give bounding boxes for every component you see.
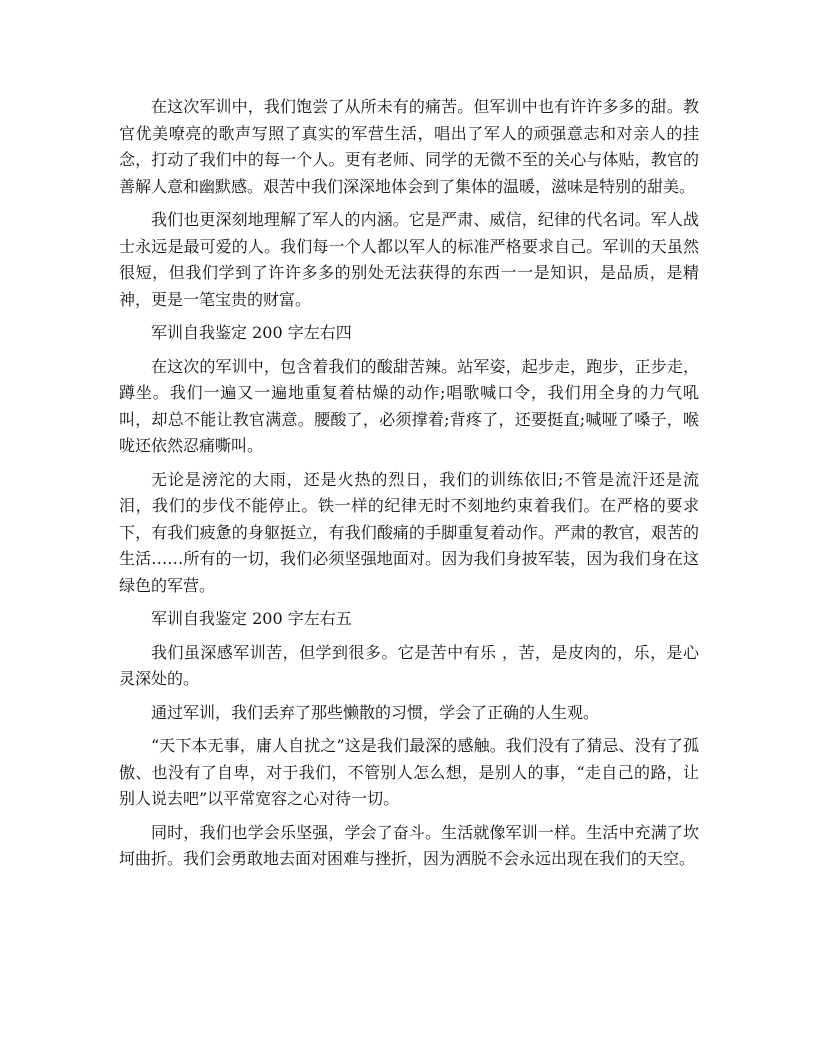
paragraph-3: 在这次的军训中，包含着我们的酸甜苦辣。站军姿，起步走，跑步，正步走，蹲坐。我们一遍又一遍地重复着枯燥的动作;唱歌喊口令，我们用全身的力气吼叫，却总不能让教官满意。腰酸了，必须撑着;背疼了，还要挺直;喊哑了嗓子，喉咙还依然忍痛嘶叫。 xyxy=(119,356,699,455)
paragraph-8: 同时，我们也学会乐坚强，学会了奋斗。生活就像军训一样。生活中充满了坎坷曲折。我们会勇敢地去面对困难与挫折，因为洒脱不会永远出现在我们的天空。 xyxy=(119,822,699,868)
paragraph-5: 我们虽深感军训苦，但学到很多。它是苦中有乐 ，苦，是皮肉的，乐，是心灵深处的。 xyxy=(119,642,699,688)
paragraph-6: 通过军训，我们丢弃了那些懒散的习惯，学会了正确的人生观。 xyxy=(151,702,600,722)
document-body xyxy=(119,94,699,880)
section-heading-5: 军训自我鉴定 200 字左右五 xyxy=(151,609,352,628)
section-heading-4: 军训自我鉴定 200 字左右四 xyxy=(151,323,352,342)
paragraph-7: “天下本无事，庸人自扰之”这是我们最深的感触。我们没有了猜忌、没有了孤傲、也没有了自卑，对于我们，不管别人怎么想，是别人的事，“走自己的路，让别人说去吧”以平常宽容之心对待一切。 xyxy=(119,736,699,808)
paragraph-4: 无论是滂沱的大雨，还是火热的烈日，我们的训练依旧;不管是流汗还是流泪，我们的步伐不能停止。铁一样的纪律无时不刻地约束着我们。在严格的要求下，有我们疲惫的身躯挺立，有我们酸痛的手脚重复着动作。严肃的教官，艰苦的生活……所有的一切，我们必须坚强地面对。因为我们身披军装，因为我们身在这绿色的军营。 xyxy=(119,469,699,595)
paragraph-1: 在这次军训中，我们饱尝了从所未有的痛苦。但军训中也有许许多多的甜。教官优美嘹亮的歌声写照了真实的军营生活，唱出了军人的顽强意志和对亲人的挂念，打动了我们中的每一个人。更有老师、同学的无微不至的关心与体贴，教官的善解人意和幽默感。艰苦中我们深深地体会到了集体的温暖，滋味是特别的甜美。 xyxy=(119,97,699,196)
paragraph-2: 我们也更深刻地理解了军人的内涵。它是严肃、威信，纪律的代名词。军人战士永远是最可爱的人。我们每一个人都以军人的标准严格要求自己。军训的天虽然很短，但我们学到了许许多多的别处无法获得的东西一一是知识，是品质，是精神，更是一笔宝贵的财富。 xyxy=(119,210,699,309)
